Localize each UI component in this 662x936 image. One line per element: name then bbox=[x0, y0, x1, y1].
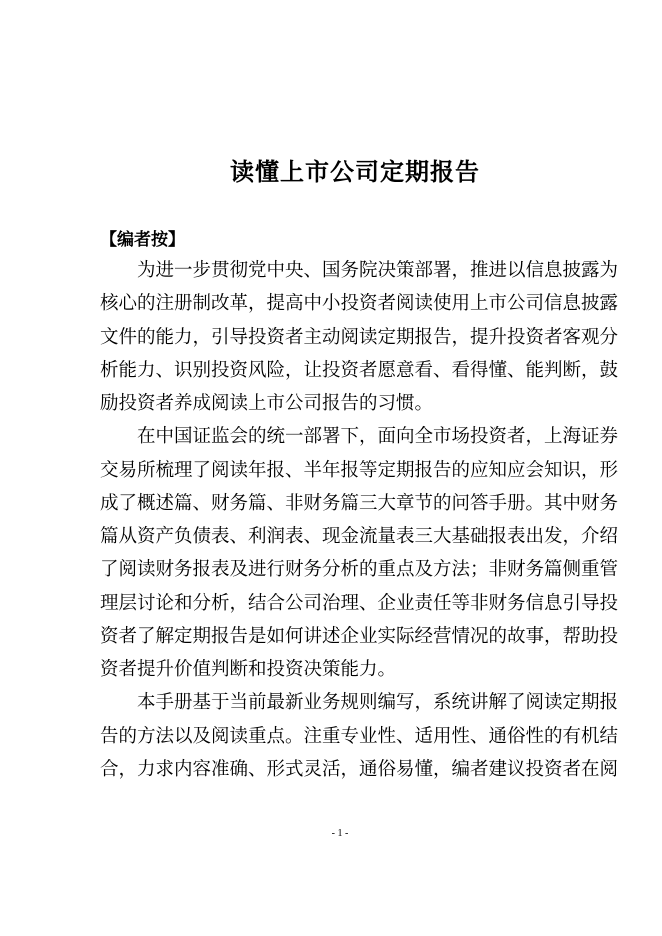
paragraph bbox=[100, 686, 619, 786]
text-line: 资者了解定期报告是如何讲述企业实际经营情况的故事，帮助投 bbox=[100, 625, 619, 647]
text-line: 在中国证监会的统一部署下，面向全市场投资者，上海证券 bbox=[137, 426, 619, 448]
text-line: 资者提升价值判断和投资决策能力。 bbox=[100, 659, 397, 681]
page-number: - 1 - bbox=[331, 828, 349, 839]
text-line: 为进一步贯彻党中央、国务院决策部署，推进以信息披露为 bbox=[137, 260, 619, 281]
text-line: 告的方法以及阅读重点。注重专业性、适用性、通俗性的有机结 bbox=[100, 725, 619, 747]
text-line: 励投资者养成阅读上市公司报告的习惯。 bbox=[100, 393, 434, 415]
text-line: 成了概述篇、财务篇、非财务篇三大章节的问答手册。其中财务 bbox=[100, 492, 619, 514]
document-title: 读懂上市公司定期报告 bbox=[230, 158, 480, 186]
document-body bbox=[100, 254, 619, 786]
editor-note-heading: 【编者按】 bbox=[100, 230, 185, 250]
text-line: 交易所梳理了阅读年报、半年报等定期报告的应知应会知识，形 bbox=[100, 459, 619, 481]
text-line: 核心的注册制改革，提高中小投资者阅读使用上市公司信息披露 bbox=[100, 293, 619, 315]
paragraph bbox=[100, 420, 619, 686]
text-line: 文件的能力，引导投资者主动阅读定期报告，提升投资者客观分 bbox=[100, 326, 619, 348]
paragraph bbox=[100, 254, 619, 420]
text-line: 合，力求内容准确、形式灵活，通俗易懂，编者建议投资者在阅 bbox=[100, 758, 619, 780]
text-line: 理层讨论和分析，结合公司治理、企业责任等非财务信息引导投 bbox=[100, 592, 619, 614]
text-line: 了阅读财务报表及进行财务分析的重点及方法；非财务篇侧重管 bbox=[100, 559, 619, 581]
text-line: 析能力、识别投资风险，让投资者愿意看、看得懂、能判断，鼓 bbox=[100, 359, 619, 381]
text-line: 篇从资产负债表、利润表、现金流量表三大基础报表出发，介绍 bbox=[100, 526, 619, 548]
text-line: 本手册基于当前最新业务规则编写，系统讲解了阅读定期报 bbox=[137, 692, 619, 714]
